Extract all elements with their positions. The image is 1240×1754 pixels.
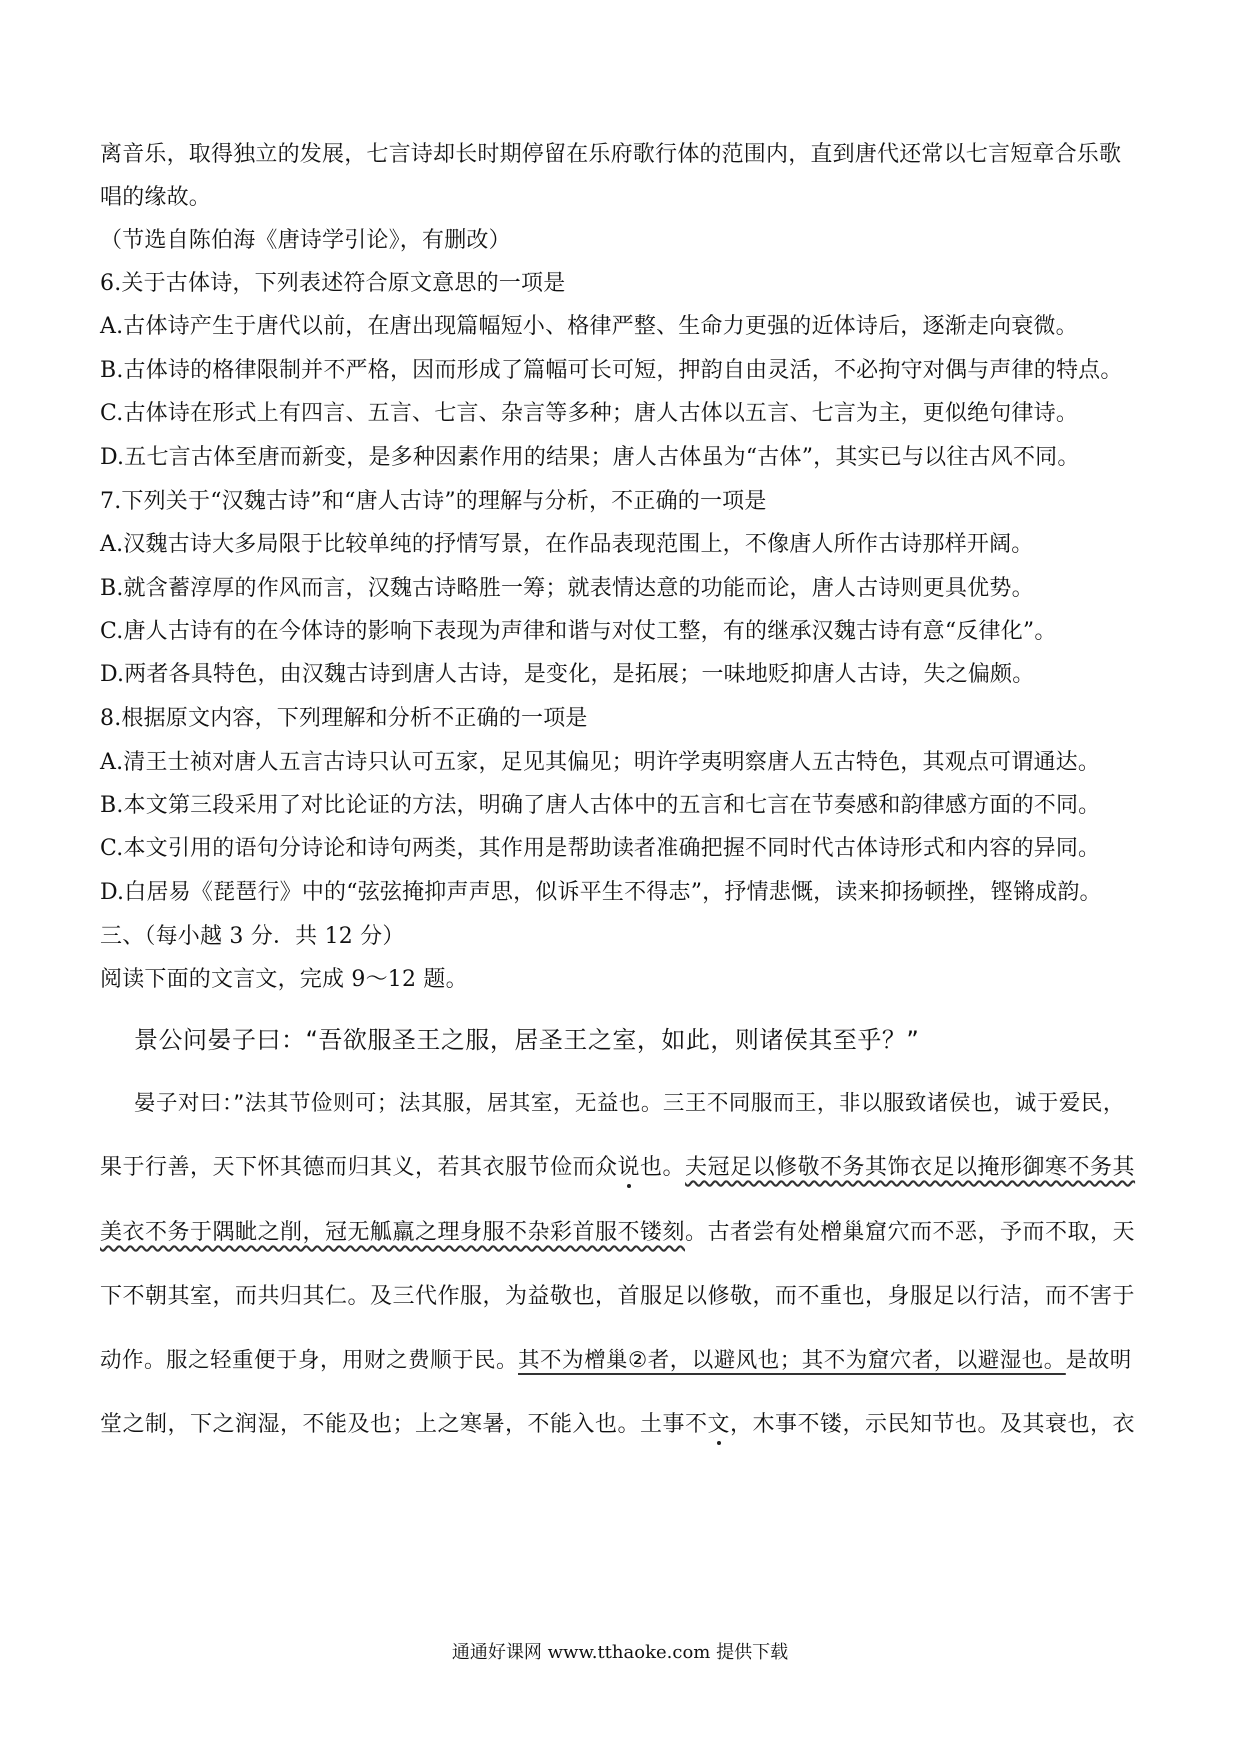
section-instruction: 阅读下面的文言文，完成 9～12 题。 — [100, 967, 468, 992]
source-citation: （节选自陈伯海《唐诗学引论》，有删改） — [100, 228, 511, 253]
option-7b: B.就含蓄淳厚的作风而言，汉魏古诗略胜一筹；就表情达意的功能而论，唐人古诗则更具优势。 — [100, 576, 1034, 601]
option-7a: A.汉魏古诗大多局限于比较单纯的抒情写景，在作品表现范围上，不像唐人所作古诗那样开阔。 — [100, 532, 1034, 557]
option-6c: C.古体诗在形式上有四言、五言、七言、杂言等多种；唐人古体以五言、七言为主，更似绝句律诗。 — [100, 401, 1079, 426]
page-footer: 通通好课网 www.tthaoke.com 提供下载 — [451, 1642, 789, 1663]
question-6: 6.关于古体诗，下列表述符合原文意思的一项是 — [100, 271, 566, 296]
question-7: 7.下列关于“汉魏古诗”和“唐人古诗”的理解与分析，不正确的一项是 — [100, 489, 767, 514]
option-6b: B.古体诗的格律限制并不严格，因而形成了篇幅可长可短，押韵自由灵活，不必拘守对偶与声律的特点。 — [100, 358, 1123, 383]
passage-line: 晏子对曰：”法其节俭则可；法其服，居其室，无益也。三王不同服而王，非以服致诸侯也，诚于爱民， — [134, 1091, 1125, 1116]
passage-line: 果于行善，天下怀其德而归其义，若其衣服节俭而众说也。夫冠足以修敬不务其饰衣足以掩形御寒不务其 — [100, 1155, 1136, 1180]
emphasis-dot-char: 文 — [707, 1412, 731, 1437]
passage-line: 堂之制，下之润湿，不能及也；上之寒暑，不能入也。土事不文，木事不镂，示民知节也。及其衰也，衣 — [100, 1412, 1136, 1437]
passage-line: 下不朝其室，而共归其仁。及三代作服，为益敬也，首服足以修敬，而不重也，身服足以行洁，而不害于 — [100, 1284, 1136, 1309]
option-6a: A.古体诗产生于唐代以前，在唐出现篇幅短小、格律严整、生命力更强的近体诗后，逐渐走向衰微。 — [100, 314, 1078, 339]
question-8: 8.根据原文内容，下列理解和分析不正确的一项是 — [100, 706, 588, 731]
option-8c: C.本文引用的语句分诗论和诗句两类，其作用是帮助读者准确把握不同时代古体诗形式和内容的异同。 — [100, 836, 1101, 861]
emphasis-dot-char: 说 — [617, 1155, 641, 1180]
text-line: 唱的缘故。 — [100, 185, 212, 210]
passage-line: 美衣不务于隅眦之削，冠无觚羸之理身服不杂彩首服不镂刻。古者尝有处橧巢窟穴而不恶，予而不取，天 — [100, 1220, 1136, 1245]
option-8a: A.清王士祯对唐人五言古诗只认可五家，足见其偏见；明许学夷明察唐人五古特色，其观点可谓通达。 — [100, 750, 1101, 775]
wavy-underlined-text: 夫冠足以修敬不务其饰衣足以掩形御寒不务其 — [685, 1155, 1136, 1180]
option-7d: D.两者各具特色，由汉魏古诗到唐人古诗，是变化，是拓展；一味地贬抑唐人古诗，失之偏颇。 — [100, 662, 1035, 687]
option-8d: D.白居易《琵琶行》中的“弦弦掩抑声声思，似诉平生不得志”，抒情悲慨，读来抑扬顿挫，铿锵成韵。 — [100, 880, 1102, 905]
wavy-underlined-text: 美衣不务于隅眦之削，冠无觚羸之理身服不杂彩首服不镂刻 — [100, 1220, 686, 1245]
option-8b: B.本文第三段采用了对比论证的方法，明确了唐人古体中的五言和七言在节奏感和韵律感方面的不同。 — [100, 793, 1101, 818]
text-line: 离音乐，取得独立的发展，七言诗却长时期停留在乐府歌行体的范围内，直到唐代还常以七言短章合乐歌 — [100, 142, 1122, 167]
option-6d: D.五七言古体至唐而新变，是多种因素作用的结果；唐人古体虽为“古体”，其实已与以往古风不同。 — [100, 445, 1080, 470]
passage-paragraph-1: 景公问晏子曰：“吾欲服圣王之服，居圣王之室，如此，则诸侯其至乎？” — [134, 1026, 920, 1054]
section-heading: 三、（每小越 3 分．共 12 分） — [100, 924, 405, 949]
underlined-text: 其不为橧巢②者，以避风也；其不为窟穴者，以避湿也。 — [518, 1348, 1066, 1373]
passage-line: 动作。服之轻重便于身，用财之费顺于民。其不为橧巢②者，以避风也；其不为窟穴者，以避湿也。是故明 — [100, 1348, 1132, 1373]
option-7c: C.唐人古诗有的在今体诗的影响下表现为声律和谐与对仗工整，有的继承汉魏古诗有意“反律化”。 — [100, 619, 1057, 644]
